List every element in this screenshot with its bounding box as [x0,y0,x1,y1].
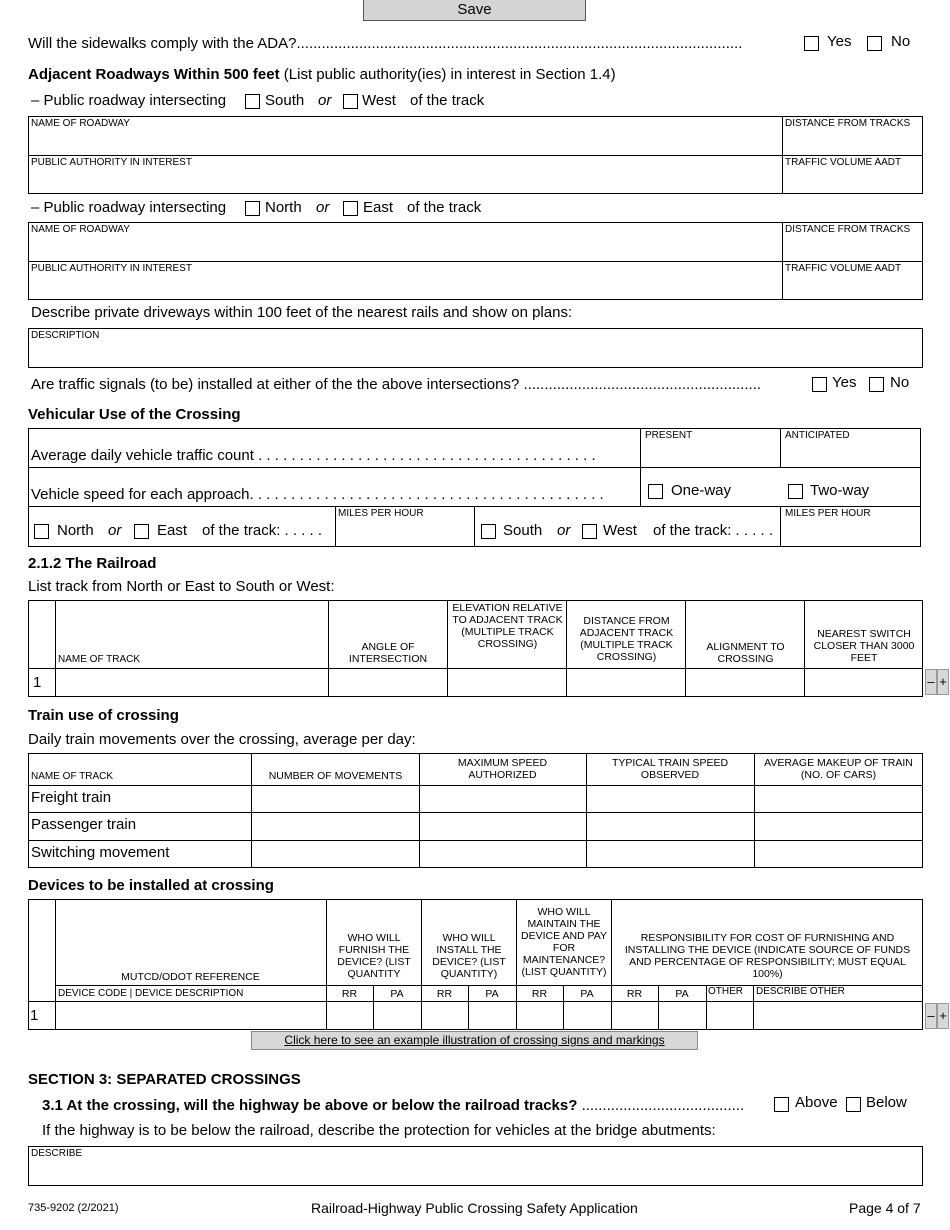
or-label: or [108,522,122,539]
ada-yes-checkbox[interactable] [804,36,819,51]
remove-track-row-button[interactable]: – [925,669,937,695]
passenger-train-label: Passenger train [31,816,137,833]
name-of-roadway-label: NAME OF ROADWAY [31,224,130,235]
freight-train-label: Freight train [31,789,112,806]
pa-header: PA [485,988,499,1000]
distance-from-tracks-label: DISTANCE FROM TRACKS [785,118,911,129]
signals-no-label: No [890,374,910,391]
present-traffic-input[interactable] [643,441,778,465]
mph-label: MILES PER HOUR [338,508,424,519]
description-label: DESCRIPTION [31,330,100,341]
ada-no-label: No [891,33,911,50]
railroad-prompt: List track from North or East to South or West: [28,578,335,595]
alignment-header: ALIGNMENT TO CROSSING [706,641,785,665]
below-checkbox[interactable] [846,1097,861,1112]
train-use-heading: Train use of crossing [28,707,179,724]
switch-header: NEAREST SWITCH CLOSER THAN 3000 FEET [813,628,915,664]
describe-label: DESCRIBE [31,1148,83,1159]
furnish-header: WHO WILL FURNISH THE DEVICE? (LIST QUANTITY [337,932,411,980]
signals-no-checkbox[interactable] [869,377,884,392]
of-the-track-label: of the track: . . . . . [202,522,323,539]
angle-input[interactable] [330,670,445,695]
page-number: Page 4 of 7 [849,1200,921,1216]
anticipated-traffic-input[interactable] [783,441,918,465]
public-authority-input-2[interactable] [31,275,779,299]
makeup-header: AVERAGE MAKEUP OF TRAIN (NO. OF CARS) [764,757,913,781]
train-use-prompt: Daily train movements over the crossing, average per day: [28,731,416,748]
speed-east-checkbox[interactable] [134,524,149,539]
typical-speed-header: TYPICAL TRAIN SPEED OBSERVED [611,757,729,781]
mph-label: MILES PER HOUR [785,508,871,519]
maintain-header: WHO WILL MAINTAIN THE DEVICE AND PAY FOR MAINTENANCE? (LIST QUANTITY) [521,906,607,978]
devices-heading: Devices to be installed at crossing [28,877,274,894]
rr-header: RR [341,988,358,1000]
distance-input[interactable] [568,670,683,695]
section-3-heading: SECTION 3: SEPARATED CROSSINGS [28,1071,301,1088]
adjacent-roadways-heading: Adjacent Roadways Within 500 feet (List public authority(ies) in interest in Section 1.4) [28,66,616,83]
rr-header: RR [626,988,643,1000]
distance-from-tracks-label: DISTANCE FROM TRACKS [785,224,911,235]
distance-from-tracks-input-1[interactable] [785,130,920,154]
pa-header: PA [390,988,404,1000]
speed-east-label: East [157,522,188,539]
signals-yes-checkbox[interactable] [812,377,827,392]
train-name-header: NAME OF TRACK [31,771,114,782]
elevation-header: ELEVATION RELATIVE TO ADJACENT TRACK (MULTIPLE TRACK CROSSING) [452,602,563,650]
mutcd-header: MUTCD/ODOT REFERENCE [121,971,260,983]
traffic-volume-input-2[interactable] [785,275,920,299]
add-track-row-button[interactable]: + [937,669,949,695]
two-way-checkbox[interactable] [788,484,803,499]
movements-header: NUMBER OF MOVEMENTS [268,770,403,782]
traffic-volume-label: TRAFFIC VOLUME AADT [785,157,902,168]
speed-north-checkbox[interactable] [34,524,49,539]
railroad-heading: 2.1.2 The Railroad [28,555,157,572]
distance-from-tracks-input-2[interactable] [785,236,920,260]
ada-no-checkbox[interactable] [867,36,882,51]
pa-header: PA [580,988,594,1000]
switching-movement-label: Switching movement [31,844,170,861]
present-label: PRESENT [645,430,693,441]
switch-input[interactable] [806,670,921,695]
speed-south-checkbox[interactable] [481,524,496,539]
angle-header: ANGLE OF INTERSECTION [348,641,428,665]
track-name-header: NAME OF TRACK [58,654,141,665]
traffic-signals-question: Are traffic signals (to be) installed at either of the the above intersections? ......................................................... [31,376,762,393]
elevation-input[interactable] [449,670,564,695]
west-checkbox[interactable] [343,94,358,109]
question-3-1: 3.1 At the crossing, will the highway be above or below the railroad tracks? ....................................... [42,1097,745,1114]
speed-north-east-input[interactable] [338,520,471,544]
public-authority-label: PUBLIC AUTHORITY IN INTEREST [31,263,192,274]
public-authority-label: PUBLIC AUTHORITY IN INTEREST [31,157,192,168]
speed-south-west-input[interactable] [783,520,918,544]
traffic-volume-label: TRAFFIC VOLUME AADT [785,263,902,274]
abutment-prompt: If the highway is to be below the railroad, describe the protection for vehicles at the bridge abutments: [42,1122,716,1139]
track-name-input[interactable] [57,670,326,695]
speed-west-label: West [603,522,637,539]
abutment-description-box[interactable] [28,1146,923,1186]
name-of-roadway-input-1[interactable] [31,130,779,154]
avg-traffic-label: Average daily vehicle traffic count . . . . . . . . . . . . . . . . . . . . . . . . . . . . . . . . . . . . . . . . . [31,447,596,464]
speed-south-label: South [503,522,543,539]
south-checkbox[interactable] [245,94,260,109]
one-way-checkbox[interactable] [648,484,663,499]
max-speed-header: MAXIMUM SPEED AUTHORIZED [457,757,548,781]
south-label: South [265,92,305,109]
alignment-input[interactable] [687,670,802,695]
add-device-row-button[interactable]: + [937,1003,949,1029]
driveway-description-box[interactable] [28,328,923,368]
of-the-track-label: of the track [407,199,482,216]
install-header: WHO WILL INSTALL THE DEVICE? (LIST QUANTITY) [432,932,506,980]
distance-header: DISTANCE FROM ADJACENT TRACK (MULTIPLE TRACK CROSSING) [579,615,674,663]
code-description-header: DEVICE CODE | DEVICE DESCRIPTION [58,988,244,999]
roadway-north-east-prefix: – Public roadway intersecting [31,199,227,216]
speed-north-label: North [57,522,94,539]
below-label: Below [866,1094,907,1111]
device-row-number: 1 [30,1007,39,1024]
or-label: or [316,199,330,216]
one-way-label: One-way [671,482,732,499]
north-label: North [265,199,302,216]
two-way-label: Two-way [810,482,870,499]
of-the-track-label: of the track: . . . . . [653,522,774,539]
crossing-signs-illustration-link[interactable]: Click here to see an example illustration of crossing signs and markings [251,1031,698,1050]
above-checkbox[interactable] [774,1097,789,1112]
speed-west-checkbox[interactable] [582,524,597,539]
save-button[interactable]: Save [363,0,586,21]
or-label: or [557,522,571,539]
rr-header: RR [436,988,453,1000]
responsibility-header: RESPONSIBILITY FOR COST OF FURNISHING AND INSTALLING THE DEVICE (INDICATE SOURCE OF FUNDS AND PERCENTAGE OF RESPONSIBILITY; MUST EQUAL 100%) [624,932,911,980]
signals-yes-label: Yes [832,374,857,391]
of-the-track-label: of the track [410,92,485,109]
east-checkbox[interactable] [343,201,358,216]
north-checkbox[interactable] [245,201,260,216]
west-label: West [362,92,396,109]
anticipated-label: ANTICIPATED [785,430,850,441]
rr-header: RR [531,988,548,1000]
form-number: 735-9202 (2/2021) [28,1202,119,1214]
roadway-south-west-prefix: – Public roadway intersecting [31,92,227,109]
name-of-roadway-label: NAME OF ROADWAY [31,118,130,129]
above-label: Above [795,1094,838,1111]
ada-yes-label: Yes [827,33,852,50]
vehicular-use-heading: Vehicular Use of the Crossing [28,406,241,423]
pa-header: PA [675,988,689,1000]
describe-other-input[interactable] [755,1003,921,1028]
footer-title: Railroad-Highway Public Crossing Safety Application [311,1200,638,1216]
vehicle-speed-label: Vehicle speed for each approach. . . . . . . . . . . . . . . . . . . . . . . . . . . . . . . . . . . . . . . . . . . [31,486,604,503]
or-label: or [318,92,332,109]
other-header: OTHER [708,986,743,997]
device-code-input[interactable] [57,1003,324,1028]
track-row-number: 1 [33,674,42,691]
traffic-volume-input-1[interactable] [785,169,920,193]
name-of-roadway-input-2[interactable] [31,236,779,260]
describe-other-header: DESCRIBE OTHER [756,986,845,997]
driveways-prompt: Describe private driveways within 100 feet of the nearest rails and show on plans: [31,304,573,321]
remove-device-row-button[interactable]: – [925,1003,937,1029]
public-authority-input-1[interactable] [31,169,779,193]
east-label: East [363,199,394,216]
ada-question: Will the sidewalks comply with the ADA?........................................................................................................... [28,35,743,52]
